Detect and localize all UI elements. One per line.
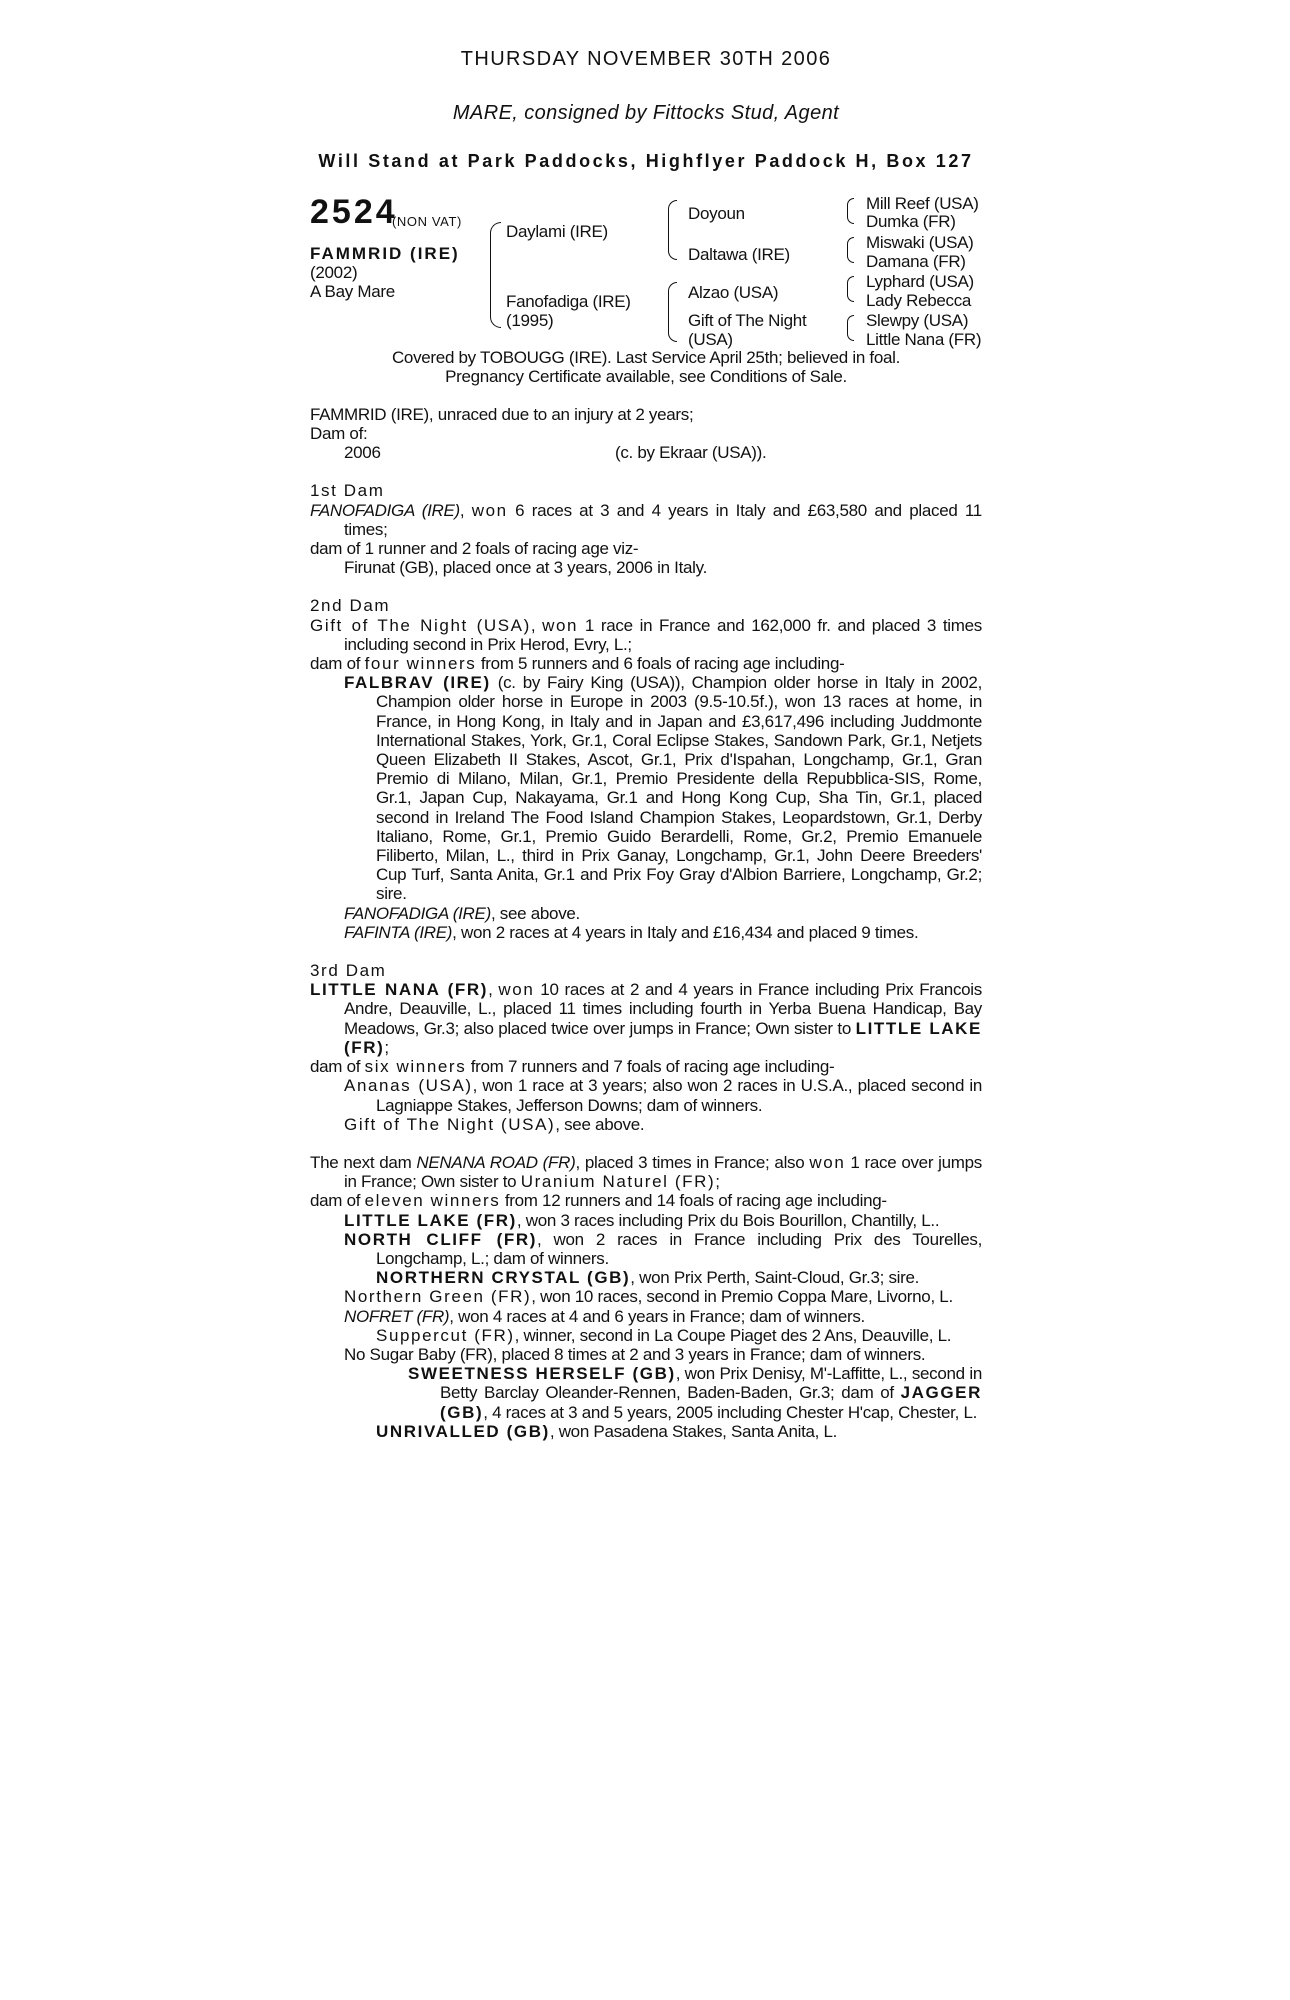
- first-dam-record: FANOFADIGA (IRE), won 6 races at 3 and 4 years in Italy and £63,580 and placed 11 times;: [310, 500, 982, 539]
- foal-year: 2006: [344, 443, 381, 463]
- pedigree-dam-dam-country: (USA): [688, 330, 733, 349]
- fanofadiga-ref: FANOFADIGA (IRE), see above.: [344, 903, 580, 923]
- first-dam-produce: dam of 1 runner and 2 foals of racing age viz-: [310, 539, 639, 559]
- unrivalled-record: UNRIVALLED (GB), won Pasadena Stakes, Santa Anita, L.: [376, 1421, 838, 1441]
- northern-crystal-record: NORTHERN CRYSTAL (GB), won Prix Perth, Saint-Cloud, Gr.3; sire.: [376, 1268, 920, 1288]
- foaling-year: (2002): [310, 263, 358, 282]
- catalogue-body: [310, 405, 982, 1441]
- foal-sire: (c. by Ekraar (USA)).: [615, 443, 767, 463]
- pedigree-bracket-2: [847, 237, 854, 263]
- pedigree-g3-2: Dumka (FR): [866, 212, 956, 231]
- lot-number: 2524: [310, 193, 398, 231]
- falbrav-name: FALBRAV (IRE): [344, 673, 491, 693]
- pedigree-g3-1: Mill Reef (USA): [866, 194, 979, 213]
- next-dam-produce: dam of eleven winners from 12 runners and 14 foals of racing age including-: [310, 1191, 887, 1211]
- pedigree-dam-year: (1995): [506, 311, 554, 330]
- gift-ref: Gift of The Night (USA), see above.: [344, 1114, 645, 1134]
- fafinta-record: FAFINTA (IRE), won 2 races at 4 years in Italy and £16,434 and placed 9 times.: [344, 922, 919, 942]
- next-dam-record: The next dam NENANA ROAD (FR), placed 3 times in France; also won 1 race over jumps in France; Own sister to Uranium Naturel (FR);: [310, 1152, 983, 1192]
- third-dam-name: LITTLE NANA (FR): [310, 980, 489, 1000]
- pedigree-g3-8: Little Nana (FR): [866, 330, 982, 349]
- intro-line: FAMMRID (IRE), unraced due to an injury at 2 years;: [310, 405, 694, 424]
- pedigree-dam-sire: Alzao (USA): [688, 283, 779, 302]
- pedigree-dam: Fanofadiga (IRE): [506, 292, 631, 311]
- horse-name: FAMMRID (IRE): [310, 244, 460, 263]
- sweetness-herself-record: SWEETNESS HERSELF (GB), won Prix Denisy, M'-Laffitte, L., second in Betty Barclay Oleander-Rennen, Baden-Baden, Gr.3; dam of JAGGER (GB), 4 races at 3 and 5 years, 2005 including Chester H'cap, Chester, L.: [408, 1364, 982, 1422]
- pedigree-g3-7: Slewpy (USA): [866, 311, 969, 330]
- covering-note: Covered by TOBOUGG (IRE). Last Service April 25th; believed in foal.: [391, 348, 901, 367]
- falbrav-record: FALBRAV (IRE) (c. by Fairy King (USA)), Champion older horse in Italy in 2002, Champion older horse in Europe in 2003 (9.5-10.5f.), won 13 races at home, in France, in Hong Kong, in Italy and in Japan and £3,617,496 including Juddmonte International Stakes, York, Gr.1, Coral Eclipse Stakes, Sandown Park, Gr.1, Netjets Queen Elizabeth II Stakes, Ascot, Gr.1, Prix d'Ispahan, Longchamp, Gr.1, Gran Premio di Milano, Milan, Gr.1, Premio Presidente della Repubblica-SIS, Rome, Gr.1, Japan Cup, Nakayama, Gr.1 and Hong Kong Cup, Sha Tin, Gr.1, placed second in Ireland The Food Island Champion Stakes, Leopardstown, Gr.1, Derby Italiano, Rome, Gr.1, Premio Guido Berardelli, Rome, Gr.2, Premio Emanuele Filiberto, Milan, L., third in Prix Ganay, Longchamp, Gr.1, John Deere Breeders' Cup Turf, Santa Anita, Gr.1 and Prix Foy Gray d'Albion Barriere, Longchamp, Gr.2; sire.: [344, 673, 982, 904]
- nofret-record: NOFRET (FR), won 4 races at 4 and 6 years in France; dam of winners.: [344, 1306, 865, 1326]
- second-dam-produce: dam of four winners from 5 runners and 6 foals of racing age including-: [310, 654, 845, 674]
- first-dam-name: FANOFADIGA (IRE): [310, 500, 460, 520]
- pedigree-g3-5: Lyphard (USA): [866, 272, 974, 291]
- horse-description: A Bay Mare: [310, 282, 395, 301]
- stand-location: Will Stand at Park Paddocks, Highflyer Paddock H, Box 127: [318, 151, 974, 171]
- third-dam-heading: 3rd Dam: [310, 961, 387, 981]
- pedigree-bracket-1: [847, 198, 854, 224]
- pedigree-sire-dam: Daltawa (IRE): [688, 245, 790, 264]
- suppercut-record: Suppercut (FR), winner, second in La Coupe Piaget des 2 Ans, Deauville, L.: [376, 1325, 952, 1345]
- pedigree-bracket-3: [847, 276, 854, 302]
- vat-status: (NON VAT): [392, 214, 462, 229]
- foal-entry: [310, 443, 982, 462]
- no-sugar-baby-record: No Sugar Baby (FR), placed 8 times at 2 and 3 years in France; dam of winners.: [344, 1344, 926, 1364]
- intro-dam-of: Dam of:: [310, 424, 368, 444]
- second-dam-heading: 2nd Dam: [310, 596, 391, 616]
- second-dam-record: Gift of The Night (USA), won 1 race in France and 162,000 fr. and placed 3 times including second in Prix Herod, Evry, L.;: [310, 615, 982, 654]
- pedigree-brace-gen1: [490, 222, 501, 328]
- second-dam-name: Gift of The Night (USA): [310, 615, 531, 635]
- pedigree-g3-3: Miswaki (USA): [866, 233, 974, 252]
- pedigree-bracket-4: [847, 315, 854, 341]
- pedigree-dam-dam: Gift of The Night: [688, 311, 807, 330]
- pedigree-g3-6: Lady Rebecca: [866, 291, 972, 310]
- next-dam-name: NENANA ROAD (FR): [416, 1152, 576, 1172]
- consignment-line: MARE, consigned by Fittocks Stud, Agent: [452, 102, 840, 124]
- third-dam-record: LITTLE NANA (FR), won 10 races at 2 and 4 years in France including Prix Francois Andre, Deauville, L., placed 11 times including fourth in Yerba Buena Handicap, Bay Meadows, Gr.3; also placed twice over jumps in France; Own sister to LITTLE LAKE (FR);: [310, 980, 982, 1057]
- north-cliff-record: NORTH CLIFF (FR), won 2 races in France including Prix des Tourelles, Longchamp, L.; dam of winners.: [344, 1229, 982, 1268]
- pedigree-brace-sire: [668, 200, 677, 260]
- first-dam-heading: 1st Dam: [310, 481, 385, 501]
- first-dam-progeny: Firunat (GB), placed once at 3 years, 2006 in Italy.: [344, 558, 707, 578]
- northern-green-record: Northern Green (FR), won 10 races, second in Premio Coppa Mare, Livorno, L.: [344, 1287, 953, 1307]
- pedigree-g3-4: Damana (FR): [866, 252, 966, 271]
- ananas-record: Ananas (USA), won 1 race at 3 years; also won 2 races in U.S.A., placed second in Lagniappe Stakes, Jefferson Downs; dam of winners.: [344, 1076, 982, 1115]
- pedigree-brace-dam: [668, 282, 677, 342]
- pedigree-sire: Daylami (IRE): [506, 222, 608, 241]
- little-lake-record: LITTLE LAKE (FR), won 3 races including Prix du Bois Bourillon, Chantilly, L..: [344, 1210, 940, 1230]
- third-dam-produce: dam of six winners from 7 runners and 7 foals of racing age including-: [310, 1057, 835, 1077]
- pedigree-sire-sire: Doyoun: [688, 204, 745, 223]
- sale-date: THURSDAY NOVEMBER 30TH 2006: [460, 48, 832, 70]
- pregnancy-note: Pregnancy Certificate available, see Conditions of Sale.: [445, 367, 847, 386]
